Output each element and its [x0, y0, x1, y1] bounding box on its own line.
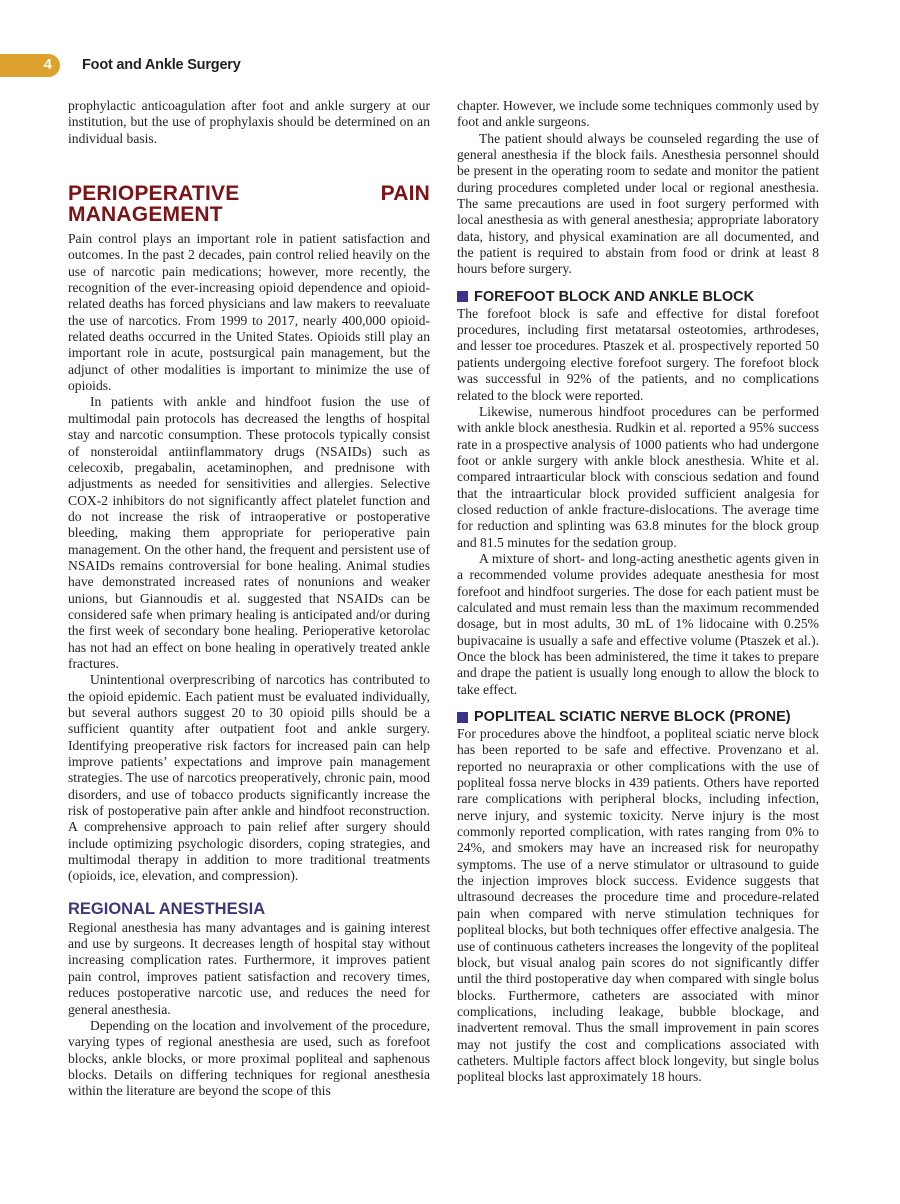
- page-number-tab: [0, 54, 60, 77]
- paragraph: chapter. However, we include some techniques commonly used by foot and ankle surgeons.: [457, 98, 819, 130]
- heading-text: POPLITEAL SCIATIC NERVE BLOCK (PRONE): [474, 709, 791, 726]
- heading-text: FOREFOOT BLOCK AND ANKLE BLOCK: [474, 288, 755, 305]
- running-title: Foot and Ankle Surgery: [82, 57, 241, 73]
- square-bullet-icon: [457, 712, 468, 723]
- paragraph: For procedures above the hindfoot, a popliteal sciatic nerve block has been reported to be safe and effective. Provenzano et al. reported no neurapraxia or other complications with the use of popliteal fossa nerve blocks in 439 patients. Others have reported rare complications with peripheral blocks, including infection, nerve injury, and systemic toxicity. Nerve injury is the most commonly reported complication, with rates ranging from 0% to 24%, and smokers may have an increased risk for neuropathy symptoms. The use of a nerve stimulator or ultrasound to guide the injection improves block success. Evidence suggests that ultrasound decreases the procedure time and procedure-related pain when compared with nerve stimulation techniques for popliteal blocks, but both techniques offer effective analgesia. The use of continuous catheters increases the longevity of the popliteal block, but visual analog pain scores do not significantly differ until the third postoperative day when compared with single bolus blocks. Furthermore, catheters are associated with minor complications, including leakage, bubble blockage, and inadvertent removal. Thus the small improvement in pain scores may not justify the cost and complications associated with catheters. Multiple factors affect block longevity, but single bolus popliteal blocks last approximately 18 hours.: [457, 726, 819, 1085]
- paragraph: Depending on the location and involvement of the procedure, varying types of regional anesthesia are used, such as forefoot blocks, ankle blocks, or more proximal popliteal and saphenous blocks. Details on differing techniques for regional anesthesia within the literature are beyond the scope of this: [68, 1017, 430, 1099]
- page-number: 4: [43, 56, 52, 73]
- heading-perioperative-pain-management: PERIOPERATIVE PAIN MANAGEMENT: [68, 182, 430, 227]
- paragraph: The forefoot block is safe and effective for distal forefoot procedures, including first metatarsal osteotomies, arthrodeses, and lesser toe procedures. Ptaszek et al. prospectively reported 50 patients undergoing elective forefoot surgery. The forefoot block was successful in 92% of the patients, and no complications related to the block were reported.: [457, 305, 819, 403]
- paragraph: Likewise, numerous hindfoot procedures can be performed with ankle block anesthesia. Rudkin et al. reported a 95% success rate in a prospective analysis of 1000 patients who had undergone foot or ankle surgery with ankle block anesthesia. White et al. compared intraarticular block with conscious sedation and found that the intraarticular block provided sufficient analgesia for closed reduction of ankle fracture-dislocations. The average time for reduction and splinting was 63.8 minutes for the block group and 81.5 minutes for the sedation group.: [457, 403, 819, 550]
- page-header: [0, 52, 900, 80]
- heading-popliteal-sciatic-nerve-block: [457, 708, 819, 726]
- heading-forefoot-block: [457, 288, 819, 306]
- intro-paragraph: prophylactic anticoagulation after foot and ankle surgery at our institution, but the use of prophylaxis should be determined on an individual basis.: [68, 98, 430, 146]
- paragraph: A mixture of short- and long-acting anesthetic agents given in a recommended volume provides adequate anesthesia for most forefoot and hindfoot surgeries. The dose for each patient must be calculated and must remain less than the maximum recommended dosage, but in most adults, 30 mL of 1% lidocaine with 0.25% bupivacaine is usually a safe and effective volume (Ptaszek et al.). Once the block has been administered, the time it takes to prepare and drape the patient is usually long enough to allow the block to take effect.: [457, 550, 819, 697]
- square-bullet-icon: [457, 291, 468, 302]
- paragraph: Unintentional overprescribing of narcotics has contributed to the opioid epidemic. Each patient must be evaluated individually, but several authors suggest 20 to 30 opioid pills should be a sufficient quantity after outpatient foot and ankle surgery. Identifying preoperative risk factors for increased pain can help improve patients’ expectations and improve pain management strategies. The use of narcotics preoperatively, chronic pain, mood disorders, and use of tobacco products significantly increase the risk of postoperative pain after ankle and hindfoot reconstruction. A comprehensive approach to pain relief after surgery should include optimizing psychologic disorders, coping strategies, and multimodal therapy in addition to more traditional treatments (opioids, ice, elevation, and compression).: [68, 672, 430, 884]
- paragraph: Pain control plays an important role in patient satisfaction and outcomes. In the past 2 decades, pain control relied heavily on the use of narcotic pain medications; however, more recently, the recognition of the ever-increasing opioid dependence and opioid-related deaths has forced physicians and law makers to reevaluate the use of narcotics. From 1999 to 2017, nearly 400,000 opioid-related deaths occurred in the United States. Opioids still play an important role in acute, postsurgical pain management, but the adjunct of other modalities is important to minimize the use of opioids.: [68, 231, 430, 394]
- right-column: [457, 98, 819, 1086]
- left-column: [68, 98, 430, 1100]
- paragraph: Regional anesthesia has many advantages and is gaining interest and use by surgeons. It decreases length of hospital stay without increasing complication rates. Furthermore, it improves patient pain control, improves patient satisfaction and recovery times, reduces postoperative narcotic use, and reduces the need for general anesthesia.: [68, 919, 430, 1017]
- paragraph: The patient should always be counseled regarding the use of general anesthesia if the block fails. Anesthesia personnel should be present in the operating room to sedate and monitor the patient during procedures completed under local or regional anesthesia. The same precautions are used in foot surgery performed with local anesthesia as with general anesthesia; appropriate laboratory data, history, and physical examination are all documented, and the patient is required to abstain from food or drink at least 8 hours before surgery.: [457, 130, 819, 277]
- heading-regional-anesthesia: REGIONAL ANESTHESIA: [68, 899, 266, 918]
- paragraph: In patients with ankle and hindfoot fusion the use of multimodal pain protocols has decreased the lengths of hospital stay and narcotic consumption. These protocols typically consist of nonsteroidal antiinflammatory drugs (NSAIDs) such as celecoxib, pregabalin, acetaminophen, and prednisone with adjustments as needed for sensitivities and allergies. Selective COX-2 inhibitors do not significantly affect platelet function and do not increase the risk of intraoperative or postoperative bleeding, making them appropriate for perioperative pain management. On the other hand, the frequent and persistent use of NSAIDs remains controversial for bone healing. Animal studies have demonstrated increased rates of nonunions and weaker unions, but Giannoudis et al. suggested that NSAIDs can be considered safe when primary healing is anticipated and/or during the first week of secondary bone healing. Perioperative ketorolac has not had an effect on bone healing in operatively treated ankle fractures.: [68, 394, 430, 671]
